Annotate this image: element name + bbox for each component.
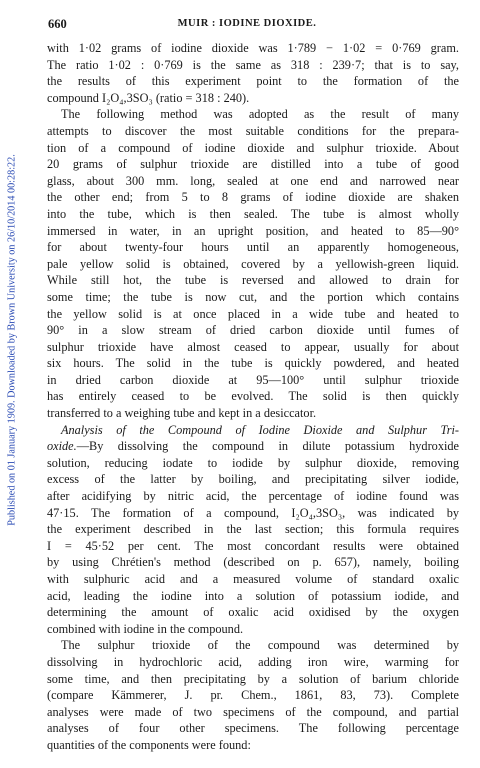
section-heading [47,422,459,439]
text-line: has entirely ceased to be evolved. The solid is then quickly [47,389,459,404]
text-line: dissolving in hydrochloric acid, adding iron wire, warming for [47,654,459,669]
text-line: attempts to discover the most suitable conditions for the prepara- [47,123,459,138]
text-line: sulphur trioxide have almost ceased to appear, usually for about [47,339,459,354]
text-line: analyses were made of two specimens of the compound, and partial [47,704,459,719]
text-line: (compare Kämmerer, J. pr. Chem., 1861, 83, 73). Complete [47,688,459,703]
page-header [38,17,456,33]
text-line: into the tube, which is then sealed. The tube is almost wholly [47,206,459,221]
section-heading-continuation: oxide. [47,439,77,454]
text-line: the experiment described in the last section; this formula requires [47,522,459,537]
text-line-content: —By dissolving the compound in dilute potassium hydroxide [76,439,459,454]
text-line [47,438,459,455]
text-line: acid, leading the iodine into a solution of potassium iodide, and [47,588,459,603]
text-line: transferred to a weighing tube and kept in a desiccator. [47,406,317,421]
text-line: the results of this experiment point to the formation of the [47,74,459,89]
running-head: MUIR : IODINE DIOXIDE. [177,18,317,29]
text-line: tion of a compound of iodine dioxide and sulphur trioxide. About [47,140,459,155]
text-line: some time, and then precipitating by a solution of barium chloride [47,671,459,686]
download-watermark [6,60,18,620]
text-line: solution, reducing iodate to iodide by sulphur dioxide, removing [47,455,459,470]
text-line: The ratio 1·02 : 0·769 is the same as 318 : 239·7; that is to say, [47,57,459,72]
text-line: six hours. The solid in the tube is quickly powdered, and heated [47,356,459,371]
section-heading-text: Analysis of the Compound of Iodine Dioxide and Sulphur Tri- [61,422,459,437]
text-line: with 1·02 grams of iodine dioxide was 1·789 − 1·02 = 0·769 gram. [47,41,459,55]
text-line: after acidifying by nitric acid, the percentage of iodine found was [47,489,459,504]
text-line: combined with iodine in the compound. [47,621,244,636]
text-line: the other end; from 5 to 8 grams of iodine dioxide are shaken [47,190,459,205]
text-line: for about twenty-four hours until an apparently homogeneous, [47,240,459,255]
text-line: compound I₂O₄,3SO₃ (ratio = 318 : 240). [47,90,250,105]
text-line: While still hot, the tube is reversed and allowed to drain for [47,273,459,288]
text-line: I = 45·52 per cent. The most concordant results were obtained [47,538,459,553]
text-line: glass, about 300 mm. long, sealed at one end and narrowed near [47,173,459,188]
text-line: 90° in a slow stream of dried carbon dioxide until fumes of [47,323,459,338]
paragraph [47,106,459,421]
text-line: in dried carbon dioxide at 95—100° until sulphur trioxide [47,372,459,387]
article-body [47,40,459,754]
text-line: pale yellow solid is obtained, covered by a yellowish-green liquid. [47,256,459,271]
text-line: 20 grams of sulphur trioxide are distilled into a tube of good [47,157,459,172]
text-line: quantities of the components were found: [47,737,251,752]
text-line: by using Chrétien's method (described on p. 657), namely, boiling [47,555,459,570]
paragraph [47,422,459,638]
text-line: the yellow solid is at once placed in a wide tube and heated to [47,306,459,321]
paragraph [47,40,459,106]
paragraph [47,637,459,753]
text-line: 47·15. The formation of a compound, I₂O₄,3SO₃, was indicated by [47,505,459,520]
text-line: with sulphuric acid and a measured volume of standard oxalic [47,572,459,586]
download-watermark-text: Published on 01 January 1909. Downloaded by Brown University on 26/10/2014 00:28:22. [6,154,18,526]
text-line: analyses of four other specimens. The following percentage [47,721,459,736]
text-line: excess of the latter by boiling, and precipitating silver iodide, [47,472,459,487]
text-line: The following method was adopted as the result of many [61,107,459,122]
text-line: immersed in water, in an upright position, and heated to 85—90° [47,223,459,238]
page-number: 660 [48,17,67,31]
text-line: some time; the tube is now cut, and the portion which contains [47,289,459,304]
text-line: determining the amount of oxalic acid oxidised by the oxygen [47,605,459,620]
text-line: The sulphur trioxide of the compound was determined by [61,638,459,653]
